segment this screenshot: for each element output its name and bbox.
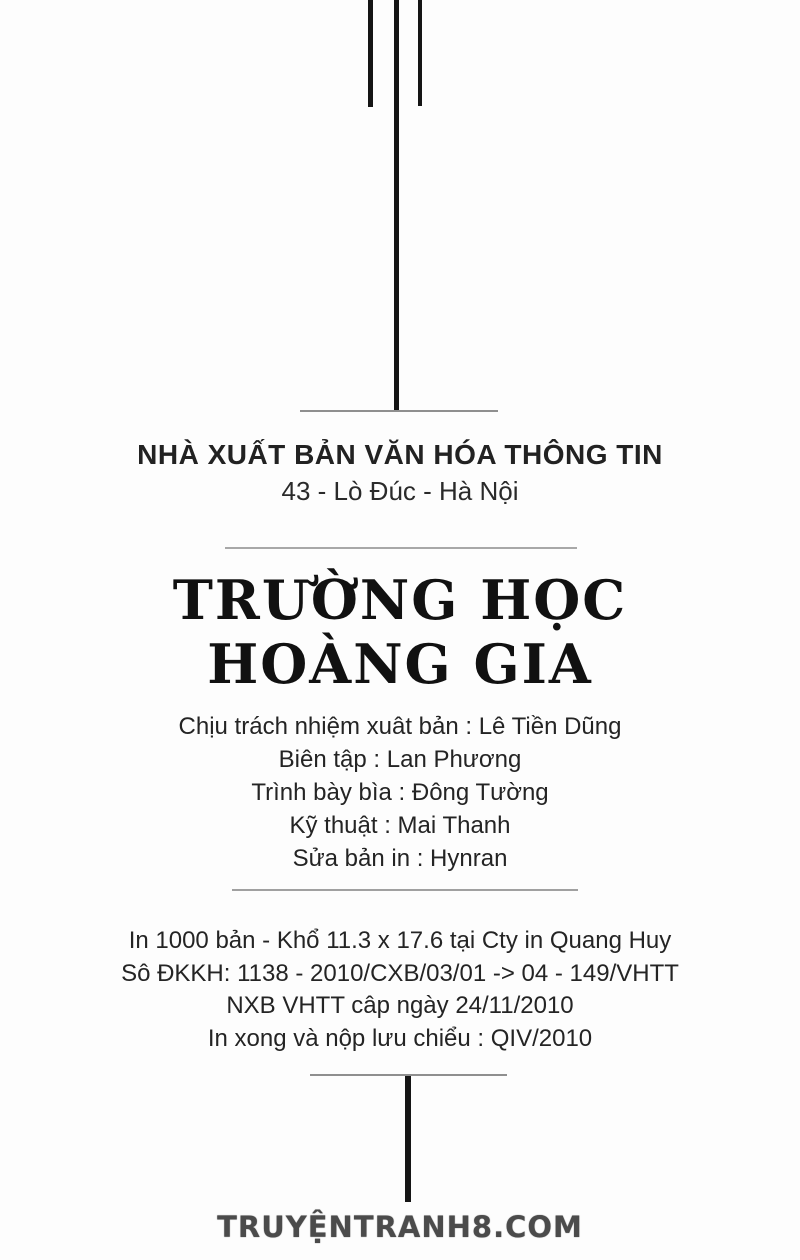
credit-line-cover: Trình bày bìa : Đông Tường <box>251 779 549 806</box>
credit-line-responsible: Chịu trách nhiệm xuât bản : Lê Tiền Dũng <box>178 713 622 740</box>
divider-top <box>300 410 498 412</box>
publisher-name: NHÀ XUẤT BẢN VĂN HÓA THÔNG TIN <box>137 439 663 470</box>
divider-under-credits <box>232 889 578 891</box>
book-title <box>0 568 800 696</box>
credits-block <box>0 710 800 875</box>
top-right-border-line <box>418 0 422 106</box>
credit-line-proofing: Sửa bản in : Hynran <box>292 845 508 872</box>
site-watermark: TRUYỆNTRANH8.COM <box>217 1210 583 1244</box>
divider-under-publisher <box>225 547 577 549</box>
bottom-border-line <box>405 1076 411 1202</box>
print-line-run: In 1000 bản - Khổ 11.3 x 17.6 tại Cty in Quang Huy <box>128 927 672 954</box>
credit-line-editor: Biên tập : Lan Phương <box>278 746 522 773</box>
top-left-border-line <box>368 0 373 107</box>
print-line-issued: NXB VHTT câp ngày 24/11/2010 <box>226 992 574 1019</box>
credit-line-technical: Kỹ thuật : Mai Thanh <box>289 812 511 839</box>
publisher-address: 43 - Lò Đúc - Hà Nội <box>281 476 519 506</box>
top-middle-border-line <box>394 0 399 411</box>
print-line-deposit: In xong và nộp lưu chiểu : QIV/2010 <box>207 1024 593 1052</box>
book-title-line1: TRƯỜNG HỌC <box>172 568 628 632</box>
print-line-registry: Sô ĐKKH: 1138 - 2010/CXB/03/01 -> 04 - 149/VHTT <box>121 959 679 987</box>
book-title-line2: HOÀNG GIA <box>207 632 593 696</box>
printing-info-block <box>0 925 800 1055</box>
